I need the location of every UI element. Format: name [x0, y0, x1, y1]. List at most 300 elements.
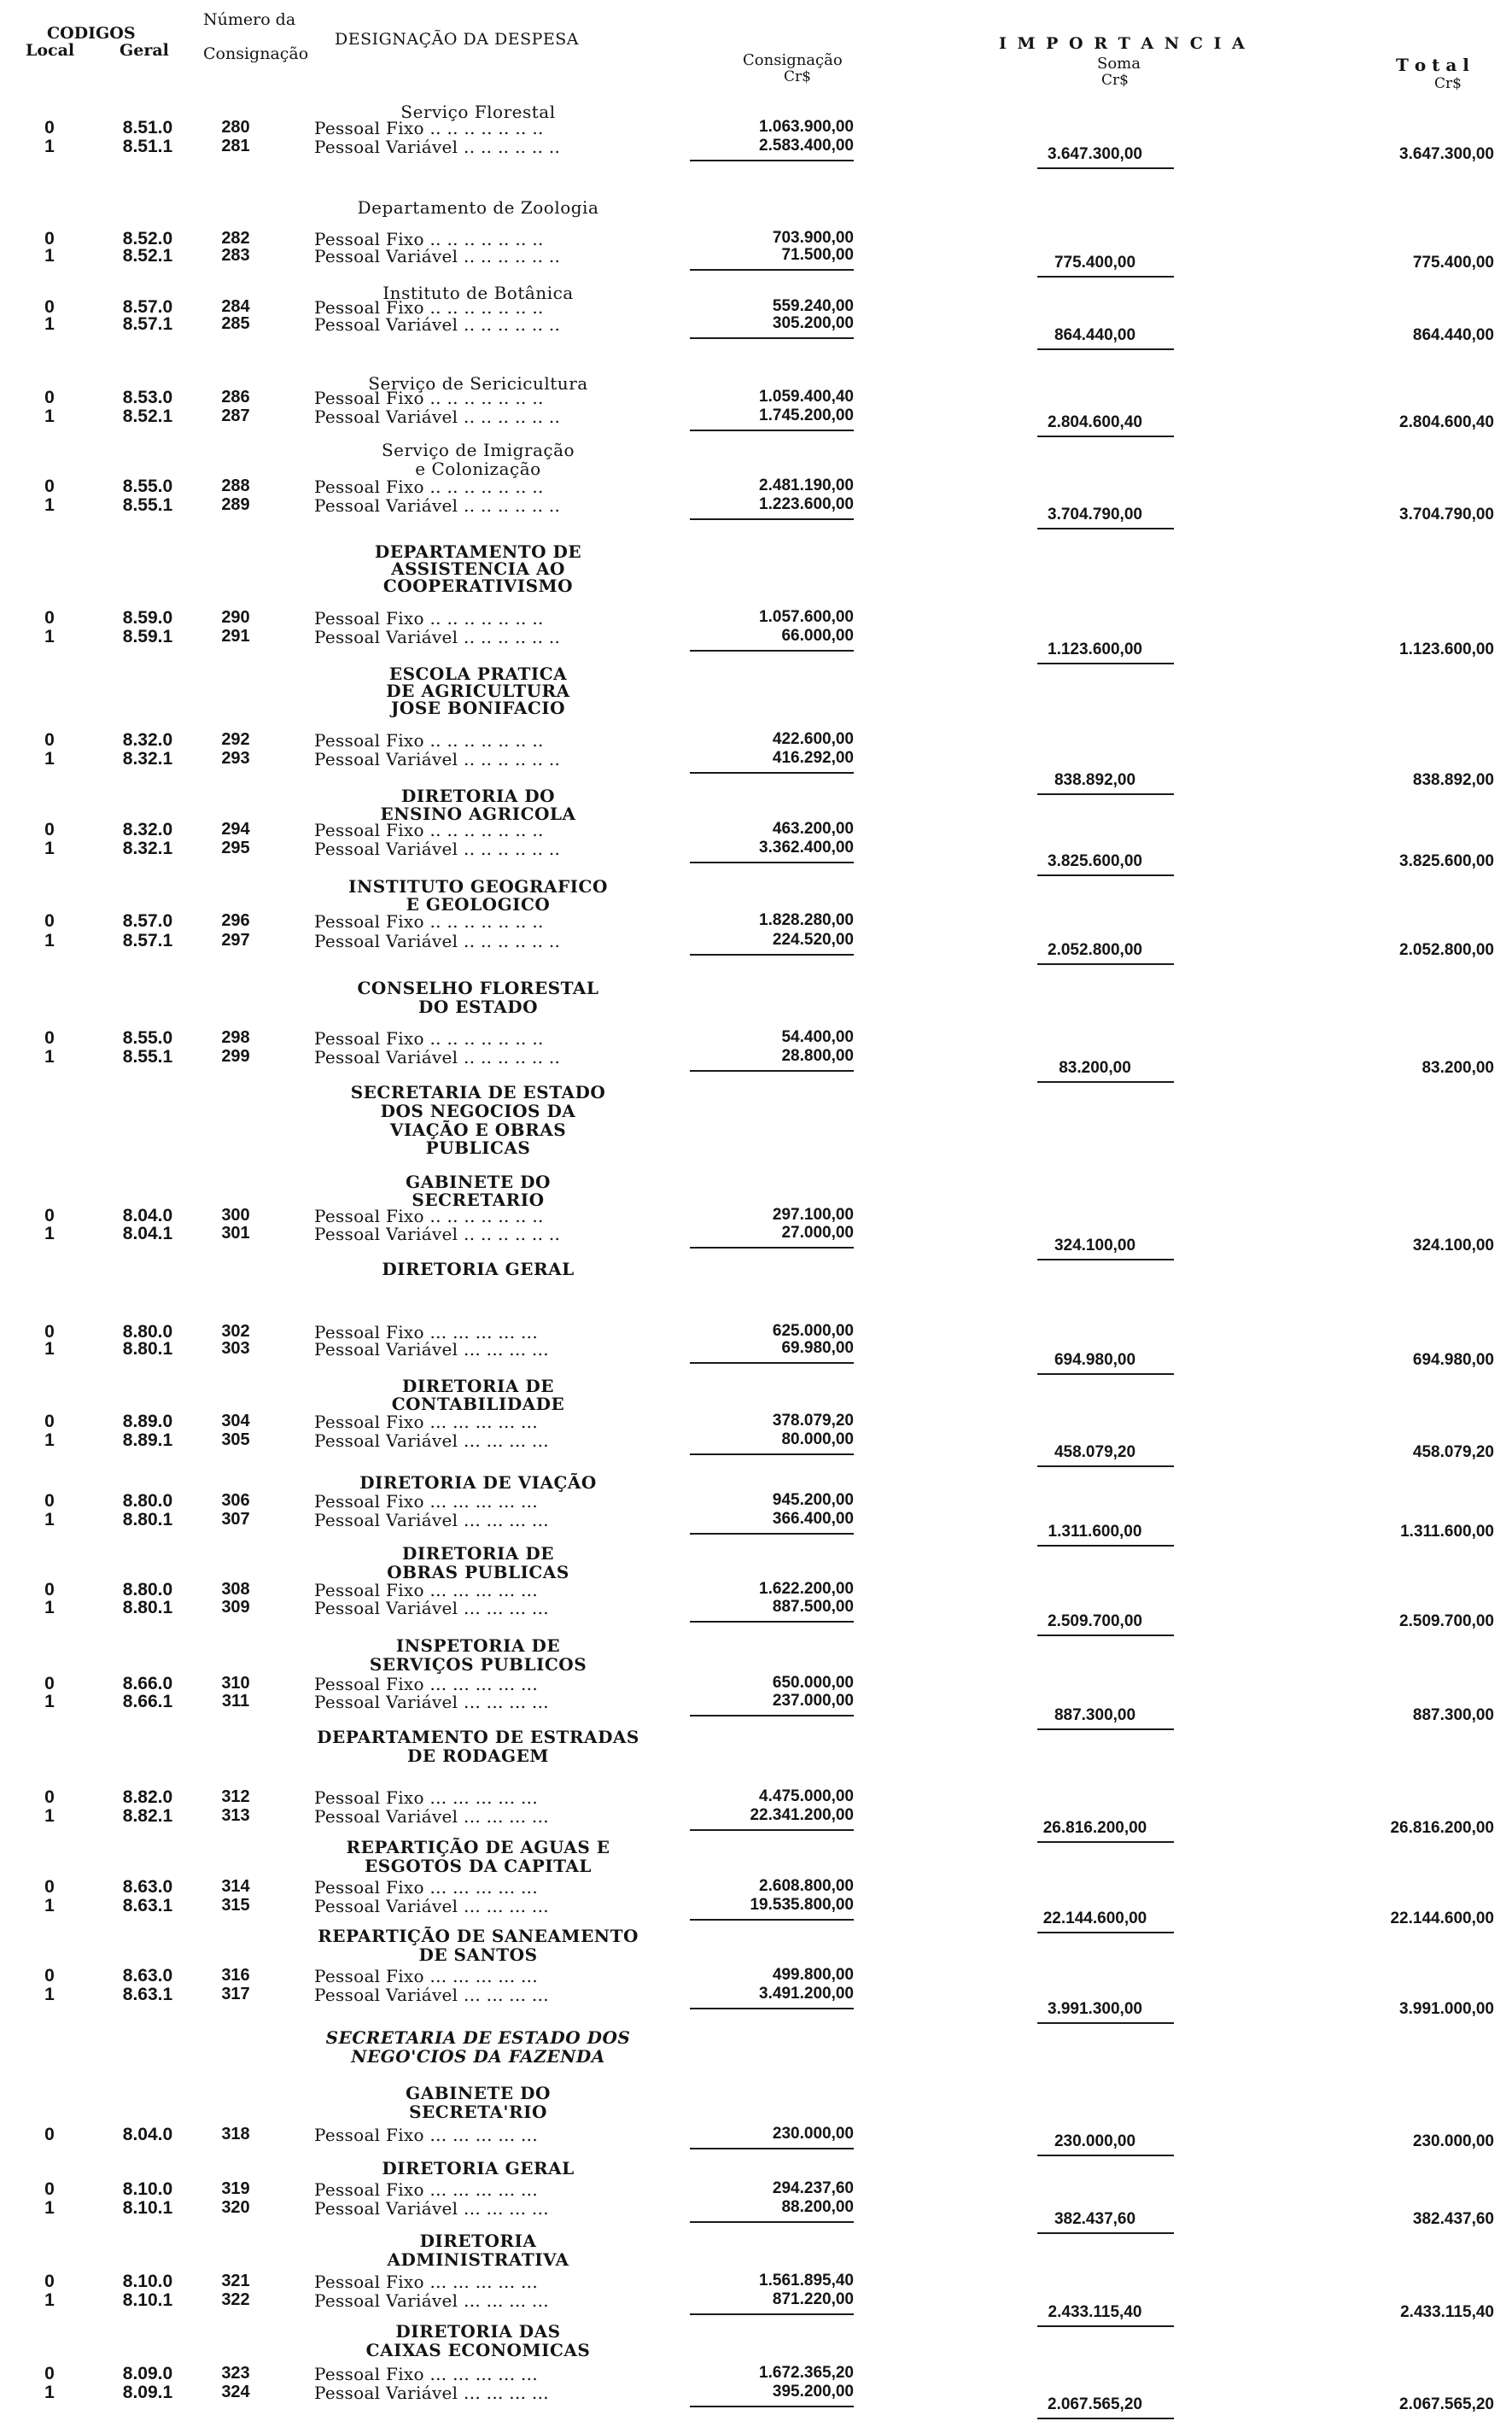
soma-amount: 324.100,00: [1054, 1237, 1136, 1254]
code-local: 1: [44, 137, 55, 156]
code-local: 1: [44, 1339, 55, 1359]
total-amount: 2.509.700,00: [1399, 1612, 1494, 1630]
code-geral: 8.09.0: [122, 2364, 173, 2383]
header-soma: Soma: [1097, 55, 1141, 73]
expense-description: Pessoal Fixo .. .. .. .. .. .. ..: [314, 118, 544, 138]
section-title: E GEOLOGICO: [406, 894, 551, 915]
section-title: PUBLICAS: [425, 1137, 531, 1158]
total-amount: 324.100,00: [1412, 1237, 1494, 1254]
consignacao-underline: [690, 160, 854, 161]
section-title: DIRETORIA DE VIAÇÃO: [359, 1472, 597, 1493]
soma-amount: 230.000,00: [1054, 2132, 1136, 2150]
section-title: COOPERATIVISMO: [382, 576, 574, 596]
consignacao-number: 295: [221, 839, 250, 857]
code-local: 0: [44, 388, 55, 407]
expense-description: Pessoal Fixo .. .. .. .. .. .. ..: [314, 477, 544, 497]
header-col-consignacao-unit: Cr$: [784, 68, 811, 85]
consignacao-number: 312: [221, 1787, 250, 1806]
consignacao-amount: 230.000,00: [772, 2125, 854, 2143]
code-local: 1: [44, 1692, 55, 1711]
code-local: 0: [44, 2272, 55, 2291]
header-geral: Geral: [120, 41, 169, 60]
expense-description: Pessoal Variável ... ... ... ...: [314, 1598, 549, 1618]
total-amount: 83.200,00: [1422, 1059, 1494, 1077]
code-geral: 8.52.1: [122, 406, 173, 426]
total-amount: 3.991.000,00: [1399, 2000, 1494, 2018]
consignacao-amount: 366.400,00: [772, 1510, 854, 1528]
expense-description: Pessoal Variável .. .. .. .. .. ..: [314, 931, 561, 951]
expense-description: Pessoal Fixo .. .. .. .. .. .. ..: [314, 608, 544, 629]
section-title: SERVIÇOS PUBLICOS: [369, 1654, 587, 1675]
consignacao-number: 318: [221, 2125, 250, 2143]
consignacao-underline: [690, 337, 854, 339]
code-geral: 8.10.1: [122, 2290, 173, 2310]
code-geral: 8.63.0: [122, 1966, 173, 1985]
total-amount: 2.804.600,40: [1399, 413, 1494, 431]
consignacao-number: 301: [221, 1224, 250, 1243]
consignacao-number: 282: [221, 229, 250, 248]
consignacao-number: 322: [221, 2290, 250, 2309]
header-consignacao: Consignação: [203, 44, 309, 63]
code-local: 1: [44, 1806, 55, 1826]
total-amount: 382.437,60: [1412, 2210, 1494, 2228]
consignacao-number: 305: [221, 1430, 250, 1449]
consignacao-number: 314: [221, 1877, 250, 1896]
consignacao-number: 308: [221, 1580, 250, 1599]
consignacao-number: 284: [221, 297, 250, 316]
consignacao-underline: [690, 862, 854, 863]
section-title: DOS NEGOCIOS DA: [380, 1101, 576, 1121]
expense-description: Pessoal Fixo ... ... ... ... ...: [314, 2272, 538, 2292]
consignacao-amount: 2.481.190,00: [759, 477, 854, 494]
code-local: 1: [44, 314, 55, 334]
consignacao-amount: 294.237,60: [772, 2179, 854, 2197]
section-title: Serviço de Sericicultura: [368, 373, 588, 394]
section-title: REPARTIÇÃO DE SANEAMENTO: [318, 1926, 639, 1946]
section-title: SECRETARIA DE ESTADO: [350, 1082, 606, 1102]
section-title: VIAÇÃO E OBRAS: [389, 1120, 567, 1140]
code-geral: 8.82.0: [122, 1787, 173, 1807]
section-title: DEPARTAMENTO DE: [374, 541, 582, 562]
consignacao-amount: 871.220,00: [772, 2290, 854, 2308]
code-geral: 8.57.1: [122, 931, 173, 950]
soma-amount: 1.123.600,00: [1048, 640, 1142, 658]
header-importancia: I M P O R T A N C I A: [999, 34, 1247, 53]
code-local: 0: [44, 1491, 55, 1511]
soma-underline: [1037, 1635, 1174, 1636]
soma-underline: [1037, 874, 1174, 876]
consignacao-amount: 237.000,00: [772, 1692, 854, 1710]
soma-underline: [1037, 2232, 1174, 2234]
section-title: DEPARTAMENTO DE ESTRADAS: [317, 1727, 639, 1747]
section-title: SECRETA'RIO: [409, 2102, 547, 2122]
consignacao-number: 283: [221, 246, 250, 265]
consignacao-amount: 297.100,00: [772, 1206, 854, 1224]
consignacao-amount: 22.341.200,00: [750, 1806, 854, 1824]
total-amount: 3.647.300,00: [1399, 145, 1494, 163]
section-title: DE AGRICULTURA: [386, 681, 570, 701]
soma-underline: [1037, 1932, 1174, 1933]
soma-underline: [1037, 436, 1174, 437]
code-local: 0: [44, 2179, 55, 2199]
consignacao-underline: [690, 1919, 854, 1921]
expense-description: Pessoal Fixo ... ... ... ... ...: [314, 1491, 538, 1512]
section-title: CONTABILIDADE: [391, 1394, 565, 1414]
expense-description: Pessoal Variável ... ... ... ...: [314, 1339, 549, 1360]
consignacao-underline: [690, 1829, 854, 1831]
code-geral: 8.57.1: [122, 314, 173, 334]
section-title: ADMINISTRATIVA: [387, 2249, 569, 2270]
code-geral: 8.59.0: [122, 608, 173, 628]
expense-description: Pessoal Variável .. .. .. .. .. ..: [314, 627, 561, 647]
code-local: 0: [44, 1580, 55, 1599]
consignacao-amount: 19.535.800,00: [750, 1896, 854, 1914]
code-local: 1: [44, 495, 55, 515]
section-title: DIRETORIA DO: [400, 786, 556, 806]
soma-amount: 458.079,20: [1054, 1443, 1136, 1461]
code-geral: 8.53.0: [122, 388, 173, 407]
soma-amount: 83.200,00: [1059, 1059, 1131, 1077]
header-designacao: DESIGNAÇÃO DA DESPESA: [335, 30, 580, 49]
total-amount: 2.433.115,40: [1400, 2303, 1494, 2321]
consignacao-underline: [690, 518, 854, 520]
consignacao-amount: 1.828.280,00: [759, 911, 854, 929]
soma-amount: 864.440,00: [1054, 326, 1136, 344]
code-local: 0: [44, 1206, 55, 1225]
section-title: JOSE BONIFACIO: [390, 698, 566, 718]
total-amount: 458.079,20: [1412, 1443, 1494, 1461]
soma-amount: 838.892,00: [1054, 771, 1136, 789]
consignacao-number: 288: [221, 477, 250, 495]
section-title: Instituto de Botânica: [382, 283, 574, 303]
section-title: ENSINO AGRICOLA: [380, 804, 576, 824]
expense-description: Pessoal Variável ... ... ... ...: [314, 1806, 549, 1827]
code-geral: 8.51.0: [122, 118, 173, 137]
code-local: 1: [44, 1985, 55, 2004]
consignacao-underline: [690, 1715, 854, 1716]
soma-underline: [1037, 348, 1174, 350]
consignacao-amount: 463.200,00: [772, 820, 854, 838]
consignacao-amount: 71.500,00: [781, 246, 854, 264]
expense-description: Pessoal Fixo .. .. .. .. .. .. ..: [314, 1206, 544, 1226]
section-title: DIRETORIA GERAL: [382, 1259, 575, 1279]
consignacao-underline: [690, 2313, 854, 2315]
consignacao-number: 289: [221, 495, 250, 514]
consignacao-number: 324: [221, 2383, 250, 2401]
code-local: 1: [44, 1896, 55, 1915]
consignacao-amount: 887.500,00: [772, 1598, 854, 1616]
code-local: 0: [44, 118, 55, 137]
code-local: 0: [44, 2125, 55, 2144]
section-title: e Colonização: [415, 459, 541, 479]
soma-amount: 2.067.565,20: [1048, 2395, 1142, 2413]
code-local: 1: [44, 246, 55, 266]
expense-description: Pessoal Variável ... ... ... ...: [314, 2383, 549, 2403]
code-local: 1: [44, 1047, 55, 1067]
consignacao-amount: 4.475.000,00: [759, 1787, 854, 1805]
soma-underline: [1037, 2155, 1174, 2156]
soma-underline: [1037, 2325, 1174, 2327]
soma-underline: [1037, 2022, 1174, 2024]
consignacao-amount: 1.063.900,00: [759, 118, 854, 136]
code-local: 1: [44, 627, 55, 646]
consignacao-underline: [690, 772, 854, 774]
code-local: 1: [44, 839, 55, 858]
consignacao-number: 307: [221, 1510, 250, 1529]
code-geral: 8.52.0: [122, 229, 173, 249]
code-geral: 8.63.1: [122, 1985, 173, 2004]
consignacao-underline: [690, 1070, 854, 1072]
consignacao-amount: 2.608.800,00: [759, 1877, 854, 1895]
consignacao-amount: 66.000,00: [781, 627, 854, 645]
consignacao-number: 300: [221, 1206, 250, 1225]
soma-underline: [1037, 1841, 1174, 1843]
code-geral: 8.51.1: [122, 137, 173, 156]
code-geral: 8.66.0: [122, 1674, 173, 1693]
soma-underline: [1037, 167, 1174, 169]
header-codigos: CODIGOS: [47, 24, 136, 43]
section-title: CONSELHO FLORESTAL: [357, 978, 599, 998]
consignacao-amount: 1.057.600,00: [759, 608, 854, 626]
consignacao-number: 320: [221, 2198, 250, 2217]
code-local: 0: [44, 608, 55, 628]
soma-amount: 1.311.600,00: [1048, 1523, 1142, 1541]
consignacao-number: 290: [221, 608, 250, 627]
expense-description: Pessoal Variável ... ... ... ...: [314, 1896, 549, 1916]
total-amount: 230.000,00: [1412, 2132, 1494, 2150]
soma-underline: [1037, 276, 1174, 278]
consignacao-amount: 3.362.400,00: [759, 839, 854, 857]
section-title: ASSISTENCIA AO: [391, 559, 565, 579]
soma-underline: [1037, 1545, 1174, 1547]
total-amount: 22.144.600,00: [1390, 1909, 1494, 1927]
code-geral: 8.89.1: [122, 1430, 173, 1450]
code-local: 1: [44, 1430, 55, 1450]
code-local: 1: [44, 2198, 55, 2218]
expense-description: Pessoal Fixo ... ... ... ... ...: [314, 2125, 538, 2145]
expense-description: Pessoal Variável .. .. .. .. .. ..: [314, 137, 561, 157]
code-local: 1: [44, 2383, 55, 2402]
consignacao-amount: 422.600,00: [772, 730, 854, 748]
section-title: Serviço de Imigração: [381, 440, 575, 460]
total-amount: 694.980,00: [1412, 1351, 1494, 1369]
section-title: SECRETARIO: [412, 1190, 545, 1210]
code-geral: 8.32.1: [122, 839, 173, 858]
consignacao-number: 315: [221, 1896, 250, 1915]
consignacao-number: 304: [221, 1412, 250, 1430]
code-geral: 8.55.1: [122, 495, 173, 515]
section-title: DIRETORIA: [419, 2231, 537, 2251]
total-amount: 3.704.790,00: [1399, 506, 1494, 523]
code-local: 0: [44, 1028, 55, 1048]
consignacao-amount: 224.520,00: [772, 931, 854, 949]
code-local: 1: [44, 2290, 55, 2310]
expense-description: Pessoal Variável ... ... ... ...: [314, 2198, 549, 2219]
expense-description: Pessoal Fixo ... ... ... ... ...: [314, 1322, 538, 1342]
expense-description: Pessoal Variável .. .. .. .. .. ..: [314, 246, 561, 266]
consignacao-amount: 1.059.400,40: [759, 388, 854, 406]
expense-description: Pessoal Fixo ... ... ... ... ...: [314, 1412, 538, 1432]
code-geral: 8.80.1: [122, 1598, 173, 1617]
soma-amount: 694.980,00: [1054, 1351, 1136, 1369]
expense-description: Pessoal Variável .. .. .. .. .. ..: [314, 749, 561, 769]
soma-underline: [1037, 1465, 1174, 1467]
consignacao-underline: [690, 1533, 854, 1535]
consignacao-amount: 305.200,00: [772, 314, 854, 332]
total-amount: 1.311.600,00: [1400, 1523, 1494, 1541]
soma-underline: [1037, 663, 1174, 664]
consignacao-underline: [690, 1453, 854, 1455]
code-local: 1: [44, 406, 55, 426]
code-local: 1: [44, 1510, 55, 1529]
code-geral: 8.55.0: [122, 477, 173, 496]
soma-underline: [1037, 963, 1174, 965]
section-title: DO ESTADO: [418, 997, 538, 1017]
total-amount: 26.816.200,00: [1390, 1819, 1494, 1837]
consignacao-number: 316: [221, 1966, 250, 1985]
consignacao-amount: 54.400,00: [781, 1028, 854, 1046]
code-geral: 8.80.1: [122, 1510, 173, 1529]
code-local: 1: [44, 1224, 55, 1243]
consignacao-amount: 28.800,00: [781, 1047, 854, 1065]
consignacao-amount: 1.745.200,00: [759, 406, 854, 424]
consignacao-amount: 416.292,00: [772, 749, 854, 767]
code-geral: 8.57.0: [122, 911, 173, 931]
consignacao-amount: 27.000,00: [781, 1224, 854, 1242]
soma-amount: 2.052.800,00: [1048, 941, 1142, 959]
expense-description: Pessoal Variável ... ... ... ...: [314, 1692, 549, 1712]
consignacao-number: 294: [221, 820, 250, 839]
expense-description: Pessoal Variável .. .. .. .. .. ..: [314, 314, 561, 335]
code-local: 0: [44, 477, 55, 496]
header-soma-unit: Cr$: [1101, 72, 1129, 89]
consignacao-number: 297: [221, 931, 250, 950]
expense-description: Pessoal Fixo ... ... ... ... ...: [314, 2179, 538, 2200]
consignacao-number: 303: [221, 1339, 250, 1358]
section-title: INSPETORIA DE: [395, 1635, 561, 1656]
consignacao-number: 311: [221, 1692, 250, 1711]
code-geral: 8.63.1: [122, 1896, 173, 1915]
consignacao-underline: [690, 2008, 854, 2009]
consignacao-amount: 703.900,00: [772, 229, 854, 247]
code-geral: 8.63.0: [122, 1877, 173, 1897]
consignacao-number: 285: [221, 314, 250, 333]
consignacao-number: 309: [221, 1598, 250, 1617]
code-geral: 8.52.1: [122, 246, 173, 266]
code-geral: 8.55.0: [122, 1028, 173, 1048]
consignacao-amount: 69.980,00: [781, 1339, 854, 1357]
expense-description: Pessoal Fixo ... ... ... ... ...: [314, 1877, 538, 1898]
consignacao-underline: [690, 1247, 854, 1249]
consignacao-number: 292: [221, 730, 250, 749]
consignacao-amount: 395.200,00: [772, 2383, 854, 2401]
consignacao-underline: [690, 650, 854, 652]
consignacao-number: 321: [221, 2272, 250, 2290]
code-local: 0: [44, 1322, 55, 1342]
code-local: 1: [44, 931, 55, 950]
total-amount: 2.052.800,00: [1399, 941, 1494, 959]
section-title: DIRETORIA GERAL: [382, 2158, 575, 2178]
code-local: 0: [44, 1412, 55, 1431]
expense-description: Pessoal Fixo .. .. .. .. .. .. ..: [314, 730, 544, 751]
soma-underline: [1037, 1259, 1174, 1260]
consignacao-amount: 88.200,00: [781, 2198, 854, 2216]
expense-description: Pessoal Variável .. .. .. .. .. ..: [314, 495, 561, 516]
expense-description: Pessoal Fixo .. .. .. .. .. .. ..: [314, 297, 544, 318]
consignacao-number: 296: [221, 911, 250, 930]
consignacao-amount: 378.079,20: [772, 1412, 854, 1430]
expense-description: Pessoal Fixo .. .. .. .. .. .. ..: [314, 1028, 544, 1049]
code-geral: 8.89.0: [122, 1412, 173, 1431]
code-geral: 8.57.0: [122, 297, 173, 317]
total-amount: 775.400,00: [1412, 254, 1494, 272]
code-geral: 8.10.1: [122, 2198, 173, 2218]
section-title: CAIXAS ECONOMICAS: [365, 2340, 591, 2360]
code-geral: 8.80.0: [122, 1322, 173, 1342]
soma-amount: 382.437,60: [1054, 2210, 1136, 2228]
header-numero-da: Número da: [203, 10, 296, 29]
total-amount: 3.825.600,00: [1399, 852, 1494, 870]
section-title: DE RODAGEM: [407, 1746, 549, 1766]
consignacao-number: 302: [221, 1322, 250, 1341]
code-local: 0: [44, 1787, 55, 1807]
expense-description: Pessoal Variável .. .. .. .. .. ..: [314, 1224, 561, 1244]
soma-amount: 26.816.200,00: [1042, 1819, 1147, 1837]
consignacao-amount: 1.223.600,00: [759, 495, 854, 513]
section-title: INSTITUTO GEOGRAFICO: [348, 876, 608, 897]
consignacao-number: 298: [221, 1028, 250, 1047]
consignacao-number: 299: [221, 1047, 250, 1066]
soma-amount: 3.704.790,00: [1048, 506, 1142, 523]
soma-underline: [1037, 1081, 1174, 1083]
soma-underline: [1037, 793, 1174, 795]
header-total-unit: Cr$: [1434, 75, 1462, 92]
code-geral: 8.32.0: [122, 820, 173, 839]
consignacao-amount: 1.622.200,00: [759, 1580, 854, 1598]
code-geral: 8.80.1: [122, 1339, 173, 1359]
header-local: Local: [26, 41, 75, 60]
section-title: GABINETE DO: [406, 2083, 551, 2103]
expense-description: Pessoal Variável ... ... ... ...: [314, 2290, 549, 2311]
consignacao-underline: [690, 2148, 854, 2149]
consignacao-number: 313: [221, 1806, 250, 1825]
total-amount: 887.300,00: [1412, 1706, 1494, 1724]
header-col-consignacao: Consignação: [743, 51, 843, 69]
consignacao-number: 323: [221, 2364, 250, 2383]
expense-description: Pessoal Fixo ... ... ... ... ...: [314, 1966, 538, 1986]
soma-amount: 3.825.600,00: [1048, 852, 1142, 870]
header-total: T o t a l: [1396, 55, 1469, 75]
consignacao-underline: [690, 2406, 854, 2407]
code-local: 0: [44, 911, 55, 931]
expense-description: Pessoal Fixo .. .. .. .. .. .. ..: [314, 911, 544, 932]
code-geral: 8.32.1: [122, 749, 173, 769]
consignacao-number: 287: [221, 406, 250, 425]
code-geral: 8.80.0: [122, 1580, 173, 1599]
code-local: 0: [44, 297, 55, 317]
soma-amount: 887.300,00: [1054, 1706, 1136, 1724]
section-title: Departamento de Zoologia: [357, 197, 599, 218]
code-geral: 8.04.1: [122, 1224, 173, 1243]
code-geral: 8.80.0: [122, 1491, 173, 1511]
soma-underline: [1037, 1373, 1174, 1375]
section-title: OBRAS PUBLICAS: [387, 1562, 569, 1582]
code-local: 0: [44, 820, 55, 839]
expense-description: Pessoal Fixo ... ... ... ... ...: [314, 1674, 538, 1694]
total-amount: 838.892,00: [1412, 771, 1494, 789]
code-local: 0: [44, 1966, 55, 1985]
expense-description: Pessoal Variável ... ... ... ...: [314, 1430, 549, 1451]
